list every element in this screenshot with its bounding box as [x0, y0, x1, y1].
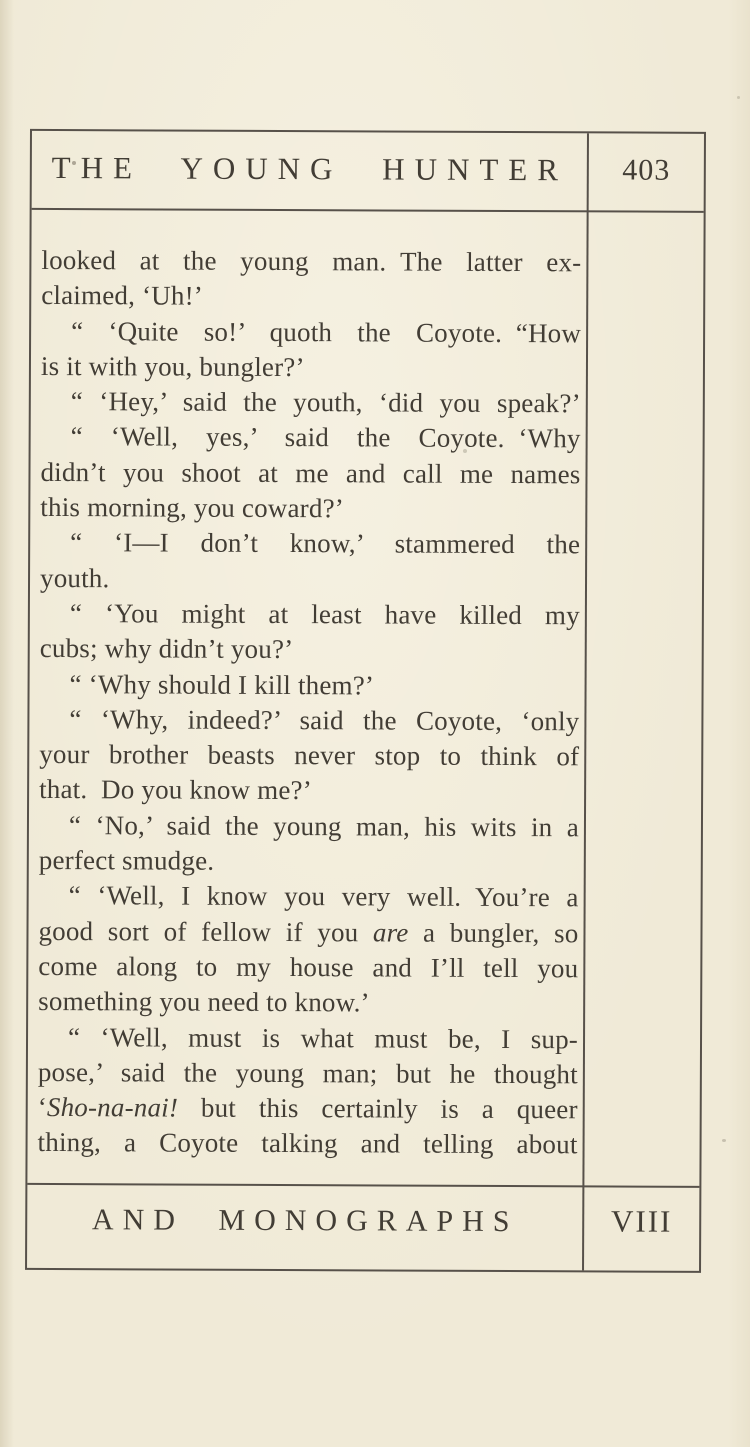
text-segment: thing, a Coyote talking and telling about — [37, 1127, 578, 1160]
header-rule — [32, 208, 704, 213]
text-line — [40, 455, 580, 493]
text-line — [40, 525, 580, 563]
text-segment: youth. — [39, 562, 110, 593]
body-text — [37, 243, 581, 1163]
scan-speck — [722, 1139, 726, 1142]
text-segment: “ ‘Why should I kill them?’ — [69, 668, 375, 700]
text-segment: “ ‘Quite so!’ quoth the Coyote. “How — [71, 315, 582, 348]
text-line — [38, 984, 578, 1022]
text-segment: but this certainly is a queer — [178, 1092, 578, 1125]
text-line — [37, 1125, 577, 1163]
text-line — [39, 737, 579, 775]
text-segment: “ ‘Well, yes,’ said the Coyote. ‘Why — [70, 421, 581, 454]
text-segment: “ ‘Hey,’ said the youth, ‘did you speak?’ — [70, 386, 581, 419]
text-segment: your brother beasts never stop to think of — [39, 739, 580, 772]
text-segment: is it with you, bungler?’ — [40, 350, 305, 383]
text-segment: “ ‘Well, I know you very well. You’re a — [68, 880, 579, 913]
text-segment: perfect smudge. — [38, 845, 215, 876]
text-line — [38, 914, 578, 952]
scan-speck — [737, 96, 740, 99]
text-line — [41, 419, 581, 457]
text-segment: good sort of fellow if you — [38, 915, 374, 948]
text-line — [41, 278, 581, 316]
running-title: THE YOUNG HUNTER — [51, 150, 569, 188]
text-segment: come along to my house and I’ll tell you — [38, 950, 579, 984]
text-line — [40, 596, 580, 634]
text-line — [41, 314, 581, 352]
text-line — [40, 490, 580, 528]
italic-text: Sho-na-nai! — [46, 1092, 179, 1123]
text-line — [39, 878, 579, 916]
text-line — [41, 349, 581, 387]
text-segment: this morning, you coward?’ — [40, 492, 345, 524]
text-line — [40, 667, 580, 705]
footer-volume-number: VIII — [610, 1203, 673, 1239]
text-line — [39, 702, 579, 740]
italic-text: are — [372, 917, 409, 948]
text-segment: “ ‘I—I don’t know,’ stammered the — [70, 527, 581, 560]
page-frame — [25, 129, 706, 1273]
text-segment: “ ‘You might at least have killed my — [69, 598, 580, 631]
text-line — [38, 1019, 578, 1057]
footer-series-title: AND MONOGRAPHS — [91, 1203, 519, 1239]
text-line — [38, 1090, 578, 1128]
text-segment: looked at the young man. The latter ex- — [41, 244, 582, 278]
text-line — [40, 631, 580, 669]
text-segment: something you need to know.’ — [38, 986, 370, 1018]
text-segment: “ ‘Why, indeed?’ said the Coyote, ‘only — [69, 703, 580, 737]
text-segment: cubs; why didn’t you?’ — [39, 633, 294, 665]
text-segment: claimed, ‘Uh!’ — [41, 280, 204, 311]
text-line — [39, 772, 579, 810]
page-number: 403 — [622, 153, 671, 187]
text-segment: that. Do you know me?’ — [39, 774, 313, 806]
text-line — [39, 808, 579, 846]
text-line — [38, 949, 578, 987]
text-segment: a bungler, so — [408, 917, 579, 948]
text-segment: “ ‘Well, must is what must be, I sup- — [67, 1021, 579, 1054]
text-segment: ‘ — [37, 1092, 48, 1123]
text-line — [40, 561, 580, 599]
text-line — [41, 384, 581, 422]
text-line — [41, 243, 581, 281]
text-line — [38, 1055, 578, 1093]
text-line — [39, 843, 579, 881]
column-divider — [582, 133, 589, 1270]
text-segment: didn’t you shoot at me and call me names — [40, 456, 581, 490]
footer-rule — [27, 1183, 699, 1188]
text-segment: “ ‘No,’ said the young man, his wits in a — [68, 809, 580, 843]
text-segment: pose,’ said the young man; but he thought — [37, 1056, 578, 1090]
